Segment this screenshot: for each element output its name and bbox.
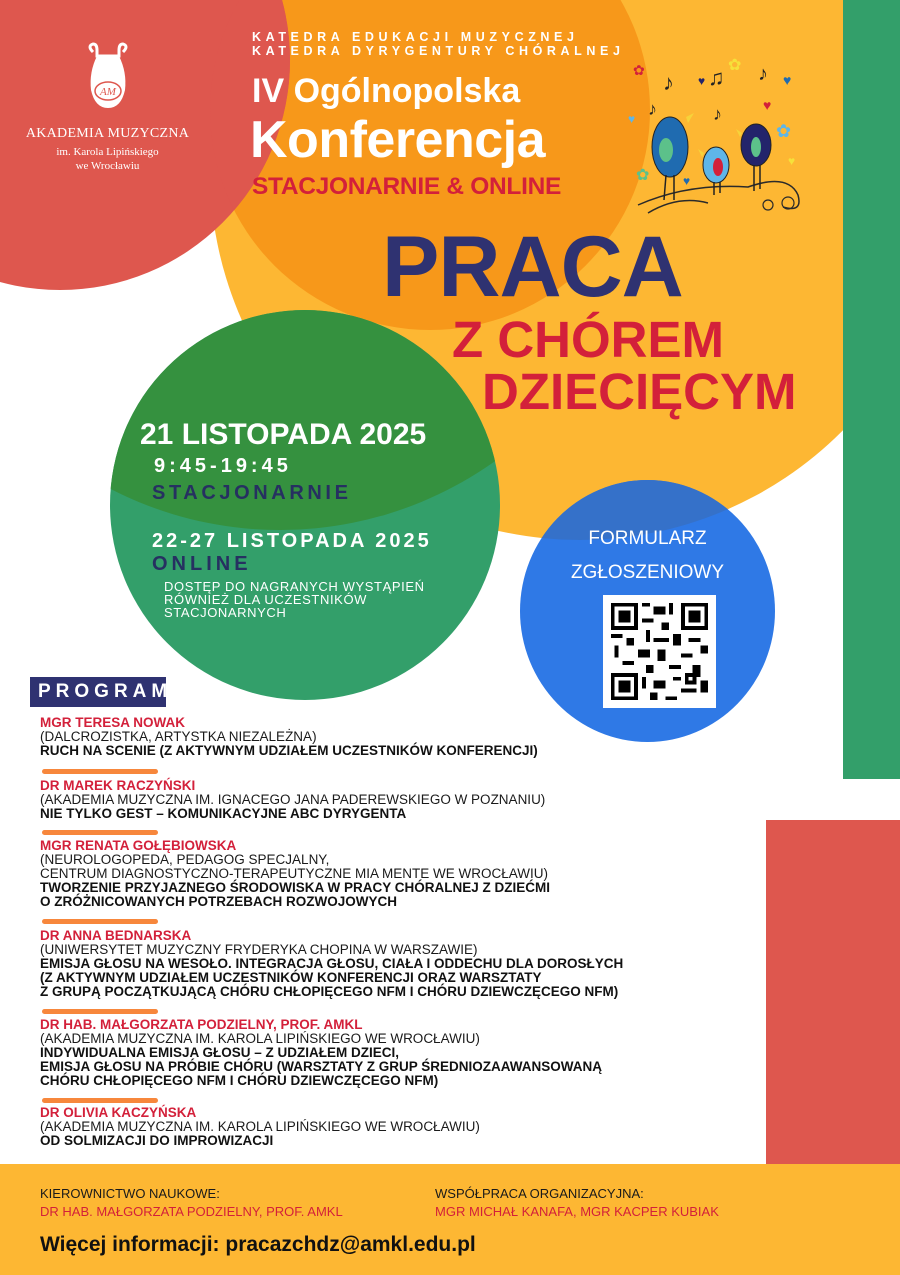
department-2: KATEDRA DYRYGENTURY CHÓRALNEJ bbox=[252, 44, 625, 58]
program-divider bbox=[42, 1098, 158, 1103]
registration-label-2: ZGŁOSZENIOWY bbox=[570, 562, 725, 583]
conference-format: STACJONARNIE & ONLINE bbox=[252, 173, 562, 200]
scientific-direction bbox=[40, 1186, 343, 1219]
footer-band bbox=[0, 1164, 900, 1275]
red-side-bar bbox=[766, 820, 900, 1165]
title-line-3: DZIECIĘCYM bbox=[482, 363, 797, 420]
academy-name: AKADEMIA MUZYCZNA bbox=[25, 126, 190, 141]
onsite-mode: STACJONARNIE bbox=[152, 482, 352, 504]
svg-text:✿: ✿ bbox=[633, 62, 645, 78]
svg-text:♪: ♪ bbox=[758, 63, 768, 85]
organizing-value: MGR MICHAŁ KANAFA, MGR KACPER KUBIAK bbox=[435, 1204, 719, 1219]
scientific-label: KIEROWNICTWO NAUKOWE: bbox=[40, 1186, 220, 1201]
talk-title: (Z AKTYWNYM UDZIAŁEM UCZESTNIKÓW KONFERENCJI ORAZ WARSZTATY bbox=[40, 970, 542, 985]
department-1: KATEDRA EDUKACJI MUZYCZNEJ bbox=[252, 30, 579, 44]
speaker-name: DR OLIVIA KACZYŃSKA bbox=[40, 1105, 197, 1120]
talk-title: EMISJA GŁOSU NA PRÓBIE CHÓRU (WARSZTATY Z GRUP ŚREDNIOZAAWANSOWANĄ bbox=[40, 1059, 603, 1074]
talk-title: O ZRÓŻNICOWANYCH POTRZEBACH ROZWOJOWYCH bbox=[40, 894, 397, 909]
registration-label: FORMULARZ bbox=[588, 528, 707, 549]
talk-title: RUCH NA SCENIE (Z AKTYWNYM UDZIAŁEM UCZESTNIKÓW KONFERENCJI) bbox=[40, 743, 538, 758]
svg-text:✿: ✿ bbox=[776, 121, 792, 141]
svg-text:♪: ♪ bbox=[663, 70, 674, 95]
svg-text:♥: ♥ bbox=[783, 72, 792, 88]
speaker-name: DR MAREK RACZYŃSKI bbox=[40, 778, 196, 793]
qr-code[interactable] bbox=[603, 595, 716, 708]
speaker-affiliation: (AKADEMIA MUZYCZNA IM. IGNACEGO JANA PADEREWSKIEGO W POZNANIU) bbox=[40, 792, 546, 807]
online-dates: 22-27 LISTOPADA 2025 bbox=[152, 530, 432, 552]
online-mode: ONLINE bbox=[152, 553, 252, 575]
program-divider bbox=[42, 769, 158, 774]
organizing-cooperation bbox=[435, 1186, 719, 1219]
svg-text:♪: ♪ bbox=[713, 104, 722, 124]
academy-city: we Wrocławiu bbox=[75, 160, 140, 172]
organizing-label: WSPÓŁPRACA ORGANIZACYJNA: bbox=[435, 1186, 644, 1201]
academy-logo bbox=[20, 42, 195, 172]
svg-text:♥: ♥ bbox=[698, 74, 706, 88]
program-item bbox=[40, 778, 740, 821]
speaker-name: DR ANNA BEDNARSKA bbox=[40, 928, 192, 943]
onsite-date: 21 LISTOPADA 2025 bbox=[140, 418, 427, 451]
program-divider bbox=[42, 919, 158, 924]
scientific-value: DR HAB. MAŁGORZATA PODZIELNY, PROF. AMKL bbox=[40, 1204, 343, 1219]
lyre-icon bbox=[85, 42, 131, 112]
talk-title: TWORZENIE PRZYJAZNEGO ŚRODOWISKA W PRACY CHÓRALNEJ Z DZIEĆMI bbox=[40, 880, 551, 895]
singing-birds-illustration bbox=[628, 55, 808, 215]
program-divider bbox=[42, 1009, 158, 1014]
academy-subtitle: im. Karola Lipińskiego bbox=[56, 146, 159, 158]
title-line-1: PRACA bbox=[382, 219, 683, 315]
speaker-affiliation: (AKADEMIA MUZYCZNA IM. KAROLA LIPIŃSKIEGO WE WROCŁAWIU) bbox=[40, 1119, 480, 1134]
green-side-bar bbox=[843, 0, 900, 779]
speaker-affiliation: (NEUROLOGOPEDA, PEDAGOG SPECJALNY, bbox=[40, 852, 330, 867]
talk-title: EMISJA GŁOSU NA WESOŁO. INTEGRACJA GŁOSU, CIAŁA I ODDECHU DLA DOROSŁYCH bbox=[40, 956, 624, 971]
svg-text:✿: ✿ bbox=[636, 167, 650, 184]
svg-text:♥: ♥ bbox=[628, 112, 636, 126]
talk-title: OD SOLMIZACJI DO IMPROWIZACJI bbox=[40, 1133, 274, 1148]
speaker-affiliation: (AKADEMIA MUZYCZNA IM. KAROLA LIPIŃSKIEGO WE WROCŁAWIU) bbox=[40, 1031, 480, 1046]
speaker-name: MGR RENATA GOŁĘBIOWSKA bbox=[40, 838, 237, 853]
svg-text:♥: ♥ bbox=[788, 154, 796, 168]
onsite-time: 9:45-19:45 bbox=[154, 455, 292, 477]
program-item bbox=[40, 928, 740, 999]
talk-title: INDYWIDUALNA EMISJA GŁOSU – Z UDZIAŁEM DZIECI, bbox=[40, 1045, 400, 1060]
svg-text:♫: ♫ bbox=[708, 65, 725, 90]
speaker-affiliation: (DALCROZISTKA, ARTYSTKA NIEZALEŻNA) bbox=[40, 729, 317, 744]
contact-email[interactable]: Więcej informacji: pracazchdz@amkl.edu.pl bbox=[40, 1233, 476, 1256]
talk-title: Z GRUPĄ POCZĄTKUJĄCĄ CHÓRU CHŁOPIĘCEGO NFM I CHÓRU DZIEWCZĘCEGO NFM) bbox=[40, 984, 619, 999]
program-divider bbox=[42, 830, 158, 835]
speaker-affiliation: CENTRUM DIAGNOSTYCZNO-TERAPEUTYCZNE MIA MENTE WE WROCŁAWIU) bbox=[40, 866, 549, 881]
program-item bbox=[40, 1105, 740, 1148]
program-item bbox=[40, 838, 740, 909]
green-circle-shape bbox=[110, 310, 500, 700]
talk-title: CHÓRU CHŁOPIĘCEGO NFM I CHÓRU DZIEWCZĘCEGO NFM) bbox=[40, 1073, 439, 1088]
svg-text:AM: AM bbox=[99, 86, 116, 98]
speaker-affiliation: (UNIWERSYTET MUZYCZNY FRYDERYKA CHOPINA W WARSZAWIE) bbox=[40, 942, 478, 957]
svg-text:♪: ♪ bbox=[648, 99, 657, 119]
speaker-name: DR HAB. MAŁGORZATA PODZIELNY, PROF. AMKL bbox=[40, 1017, 363, 1032]
title-line-2: Z CHÓREM bbox=[452, 311, 724, 368]
speaker-name: MGR TERESA NOWAK bbox=[40, 715, 185, 730]
program-heading: PROGRAM: bbox=[30, 677, 166, 707]
svg-text:✿: ✿ bbox=[728, 57, 742, 74]
conference-type: Konferencja bbox=[250, 111, 546, 169]
program-item bbox=[40, 1017, 740, 1088]
program-item bbox=[40, 715, 740, 758]
talk-title: NIE TYLKO GEST – KOMUNIKACYJNE ABC DYRYGENTA bbox=[40, 806, 407, 821]
conference-edition: IV Ogólnopolska bbox=[252, 72, 521, 110]
svg-text:♥: ♥ bbox=[763, 97, 772, 113]
svg-text:♥: ♥ bbox=[683, 174, 691, 188]
online-note: DOSTĘP DO NAGRANYCH WYSTĄPIEŃ RÓWNIEŻ DLA UCZESTNIKÓW STACJONARNYCH bbox=[164, 579, 425, 620]
